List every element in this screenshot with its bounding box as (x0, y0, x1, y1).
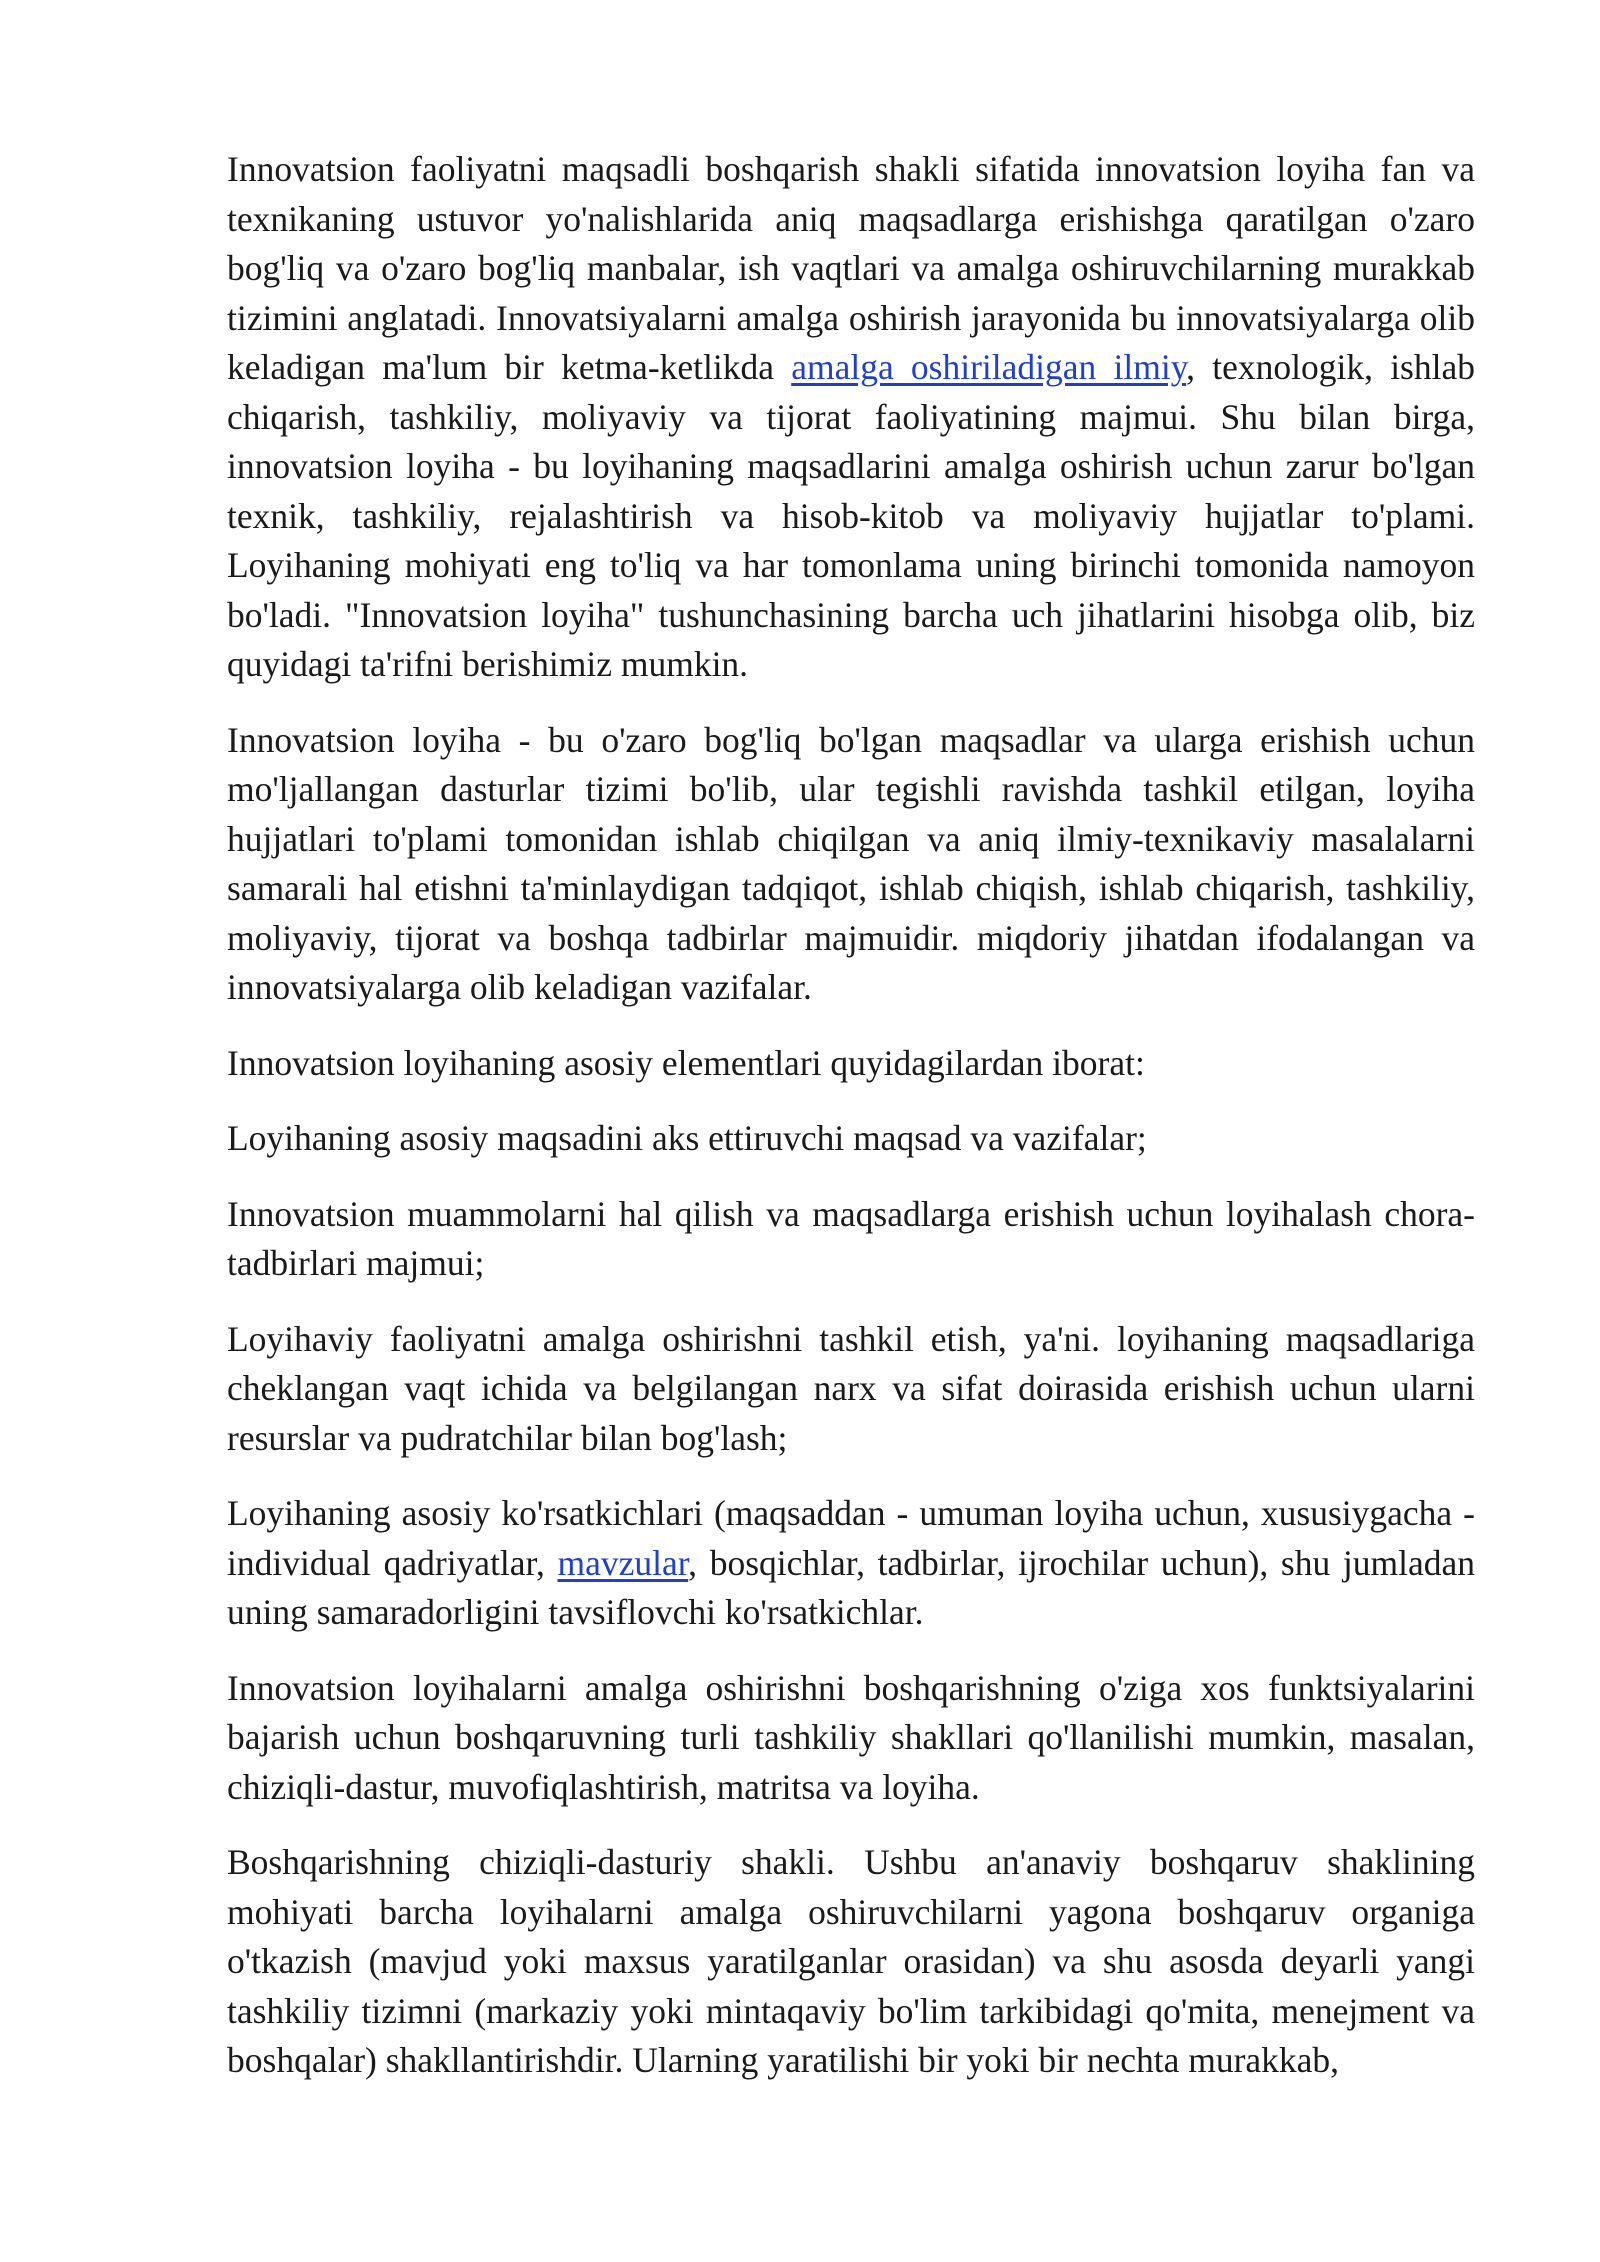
paragraph-innovation-project-definition (227, 145, 1475, 690)
paragraph-element-goals: Loyihaning asosiy maqsadini aks ettiruvchi maqsad va vazifalar; (227, 1118, 1147, 1158)
link-amalga-oshiriladigan-ilmiy[interactable]: amalga oshiriladigan ilmiy (791, 347, 1187, 387)
paragraph-element-organization: Loyihaviy faoliyatni amalga oshirishni tashkil etish, ya'ni. loyihaning maqsadlariga cheklangan vaqt ichida va belgilangan narx va sifat doirasida erishish uchun ularni resurslar va pudratchilar bilan bog'lash; (227, 1318, 1475, 1458)
paragraph-management-forms: Innovatsion loyihalarni amalga oshirishni boshqarishning o'ziga xos funktsiyalarini bajarish uchun boshqaruvning turli tashkiliy shakllari qo'llanilishi mumkin, masalan, chiziqli-dastur, muvofiqlashtirish, matritsa va loyiha. (227, 1667, 1475, 1807)
paragraph-element-measures: Innovatsion muammolarni hal qilish va maqsadlarga erishish uchun loyihalash chora-tadbirlari majmui; (227, 1193, 1475, 1283)
document-page (227, 145, 1475, 2112)
paragraph-innovation-project-system: Innovatsion loyiha - bu o'zaro bog'liq bo'lgan maqsadlar va ularga erishish uchun mo'ljallangan dasturlar tizimi bo'lib, ular tegishli ravishda tashkil etilgan, loyiha hujjatlari to'plami tomonidan ishlab chiqilgan va aniq ilmiy-texnikaviy masalalarni samarali hal etishni ta'minlaydigan tadqiqot, ishlab chiqish, ishlab chiqarish, tashkiliy, moliyaviy, tijorat va boshqa tadbirlar majmuidir. miqdoriy jihatdan ifodalangan va innovatsiyalarga olib keladigan vazifalar. (227, 719, 1475, 1007)
paragraph-text-part: , texnologik, ishlab chiqarish, tashkiliy, moliyaviy va tijorat faoliyatining majmui. Shu bilan birga, innovatsion loyiha - bu loyihaning maqsadlarini amalga oshirish uchun zarur bo'lgan texnik, tashkiliy, rejalashtirish va hisob-kitob va moliyaviy hujjatlar to'plami. Loyihaning mohiyati eng to'liq va har tomonlama uning birinchi tomonida namoyon bo'ladi. "Innovatsion loyiha" tushunchasining barcha uch jihatlarini hisobga olib, biz quyidagi ta'rifni berishimiz mumkin. (227, 347, 1475, 684)
paragraph-main-elements-intro: Innovatsion loyihaning asosiy elementlari quyidagilardan iborat: (227, 1042, 1145, 1083)
paragraph-linear-program-form: Boshqarishning chiziqli-dasturiy shakli. Ushbu an'anaviy boshqaruv shaklining mohiyati barcha loyihalarni amalga oshiruvchilarni yagona boshqaruv organiga o'tkazish (mavjud yoki maxsus yaratilganlar orasidan) va shu asosda deyarli yangi tashkiliy tizimni (markaziy yoki mintaqaviy bo'lim tarkibidagi qo'mita, menejment va boshqalar) shakllantirishdir. Ularning yaratilishi bir yoki bir nechta murakkab, (227, 1842, 1475, 2080)
link-mavzular[interactable]: mavzular (557, 1542, 689, 1583)
paragraph-text-part: , bosqichlar, tadbirlar, ijrochilar uchun), shu jumladan uning samaradorligini tavsiflovchi ko'rsatkichlar. (227, 1542, 1476, 1632)
paragraph-text-part: Innovatsion faoliyatni maqsadli boshqarish shakli sifatida innovatsion loyiha fan va texnikaning ustuvor yo'nalishlarida aniq maqsadlarga erishishga qaratilgan o'zaro bog'liq va o'zaro bog'liq manbalar, ish vaqtlari va amalga oshiruvchilarning murakkab tizimini anglatadi. Innovatsiyalarni amalga oshirish jarayonida bu innovatsiyalarga olib keladigan ma'lum bir ketma-ketlikda (227, 149, 1475, 387)
paragraph-element-indicators (227, 1489, 1475, 1638)
paragraph-text-part: Loyihaning asosiy ko'rsatkichlari (maqsaddan - umuman loyiha uchun, xususiygacha - individual qadriyatlar, (227, 1493, 1475, 1583)
